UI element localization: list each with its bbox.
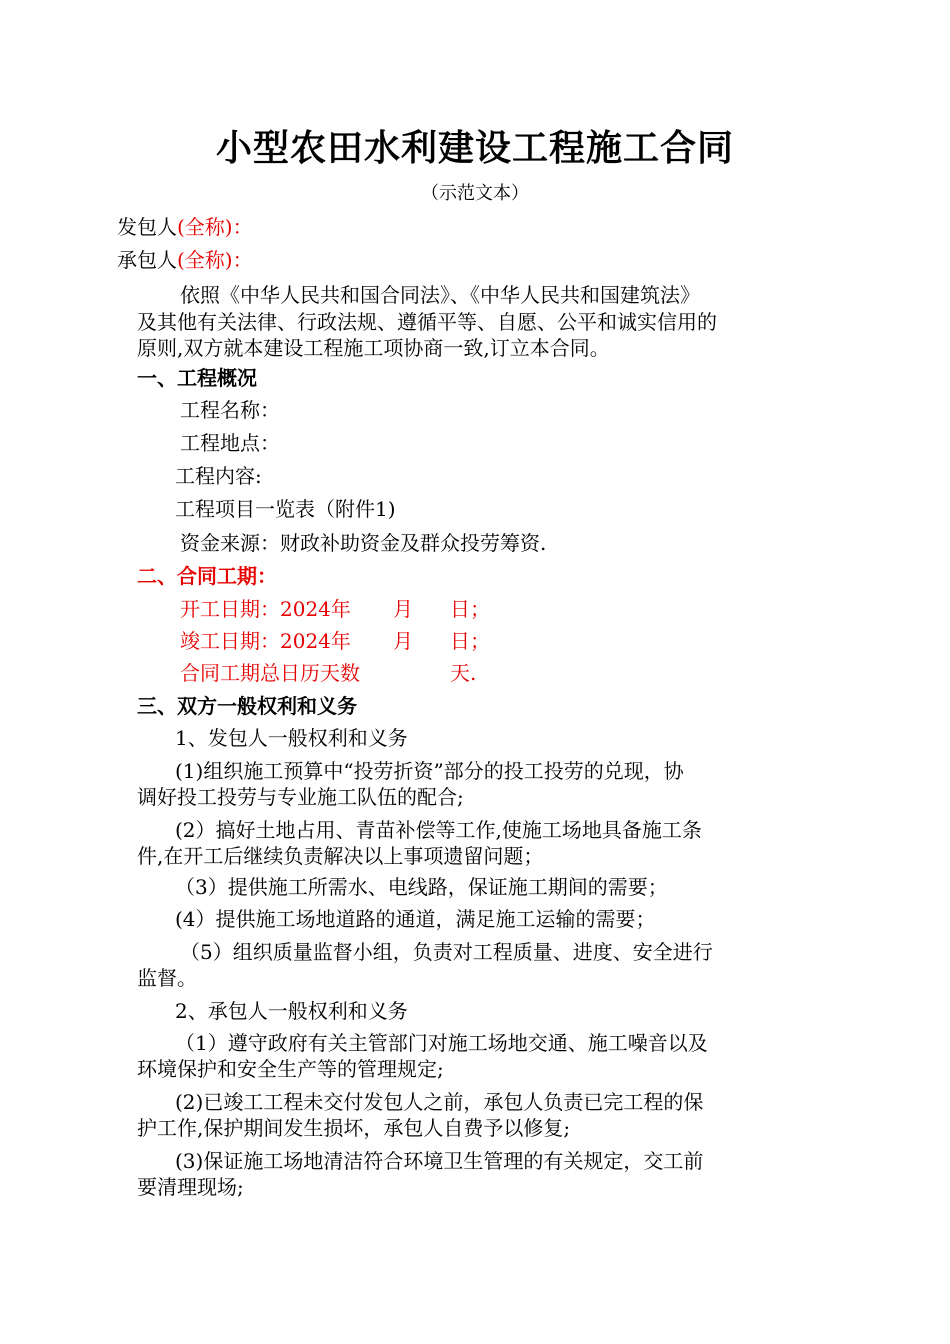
document-title: 小型农田水利建设工程施工合同	[215, 128, 734, 169]
total-days-unit: 天.	[450, 661, 477, 685]
clause-line: 要清理现场;	[137, 1175, 244, 1199]
end-date-month: 月	[393, 629, 413, 653]
start-date-day: 日；	[450, 597, 490, 621]
clause-line: 监督。	[137, 966, 197, 990]
clause-line: (1)组织施工预算中“投劳折资”部分的投工投劳的兑现，协	[175, 759, 684, 783]
document-subtitle: （示范文本）	[421, 183, 529, 204]
intro-line: 及其他有关法律、行政法规、遵循平等、自愿、公平和诚实信用的	[137, 310, 717, 334]
section-heading-duration: 二、合同工期：	[137, 564, 277, 588]
clause-line: （1）遵守政府有关主管部门对施工场地交通、施工噪音以及	[175, 1031, 708, 1055]
clause-line: （5）组织质量监督小组，负责对工程质量、进度、安全进行	[180, 940, 713, 964]
funding-source-field: 资金来源：财政补助资金及群众投劳筹资.	[180, 531, 547, 555]
end-date-line	[180, 626, 490, 656]
end-date-day: 日；	[450, 629, 490, 653]
subsection-heading-contractor: 2、承包人一般权利和义务	[175, 999, 408, 1023]
clause-line: 护工作,保护期间发生损坏，承包人自费予以修复;	[137, 1116, 571, 1140]
clause-line: (3)保证施工场地清洁符合环境卫生管理的有关规定，交工前	[175, 1149, 704, 1173]
clause-line: 调好投工投劳与专业施工队伍的配合;	[137, 785, 464, 809]
total-days-label: 合同工期总日历天数	[180, 661, 360, 685]
section-heading-obligations: 三、双方一般权利和义务	[137, 694, 357, 718]
project-content-field: 工程内容:	[175, 464, 262, 488]
total-days-line	[180, 658, 477, 688]
clause-line: (4）提供施工场地道路的通道，满足施工运输的需要；	[175, 907, 656, 931]
project-location-field: 工程地点：	[180, 431, 280, 455]
employer-note: (全称)：	[177, 215, 253, 239]
intro-line: 原则,双方就本建设工程施工项协商一致,订立本合同。	[137, 336, 610, 360]
clause-line: （3）提供施工所需水、电线路，保证施工期间的需要；	[175, 875, 668, 899]
start-date-month: 月	[393, 597, 413, 621]
clause-line: 件,在开工后继续负责解决以上事项遗留问题；	[137, 844, 544, 868]
project-name-field: 工程名称：	[180, 398, 280, 422]
clause-line: (2)已竣工工程未交付发包人之前，承包人负责已完工程的保	[175, 1090, 704, 1114]
clause-line: (2）搞好土地占用、青苗补偿等工作,使施工场地具备施工条	[175, 818, 702, 842]
employer-line	[117, 212, 253, 242]
end-date-label: 竣工日期：2024年	[180, 629, 351, 653]
contractor-note: (全称)：	[177, 248, 253, 272]
contractor-line	[117, 245, 253, 275]
contractor-label: 承包人	[117, 248, 177, 272]
start-date-line	[180, 594, 490, 624]
employer-label: 发包人	[117, 215, 177, 239]
project-list-field: 工程项目一览表（附件1)	[175, 497, 396, 521]
subsection-heading-employer: 1、发包人一般权利和义务	[175, 726, 408, 750]
intro-line: 依照《中华人民共和国合同法》、《中华人民共和国建筑法》	[180, 283, 700, 307]
section-heading-overview: 一、工程概况	[137, 366, 257, 390]
start-date-label: 开工日期：2024年	[180, 597, 351, 621]
clause-line: 环境保护和安全生产等的管理规定;	[137, 1057, 444, 1081]
